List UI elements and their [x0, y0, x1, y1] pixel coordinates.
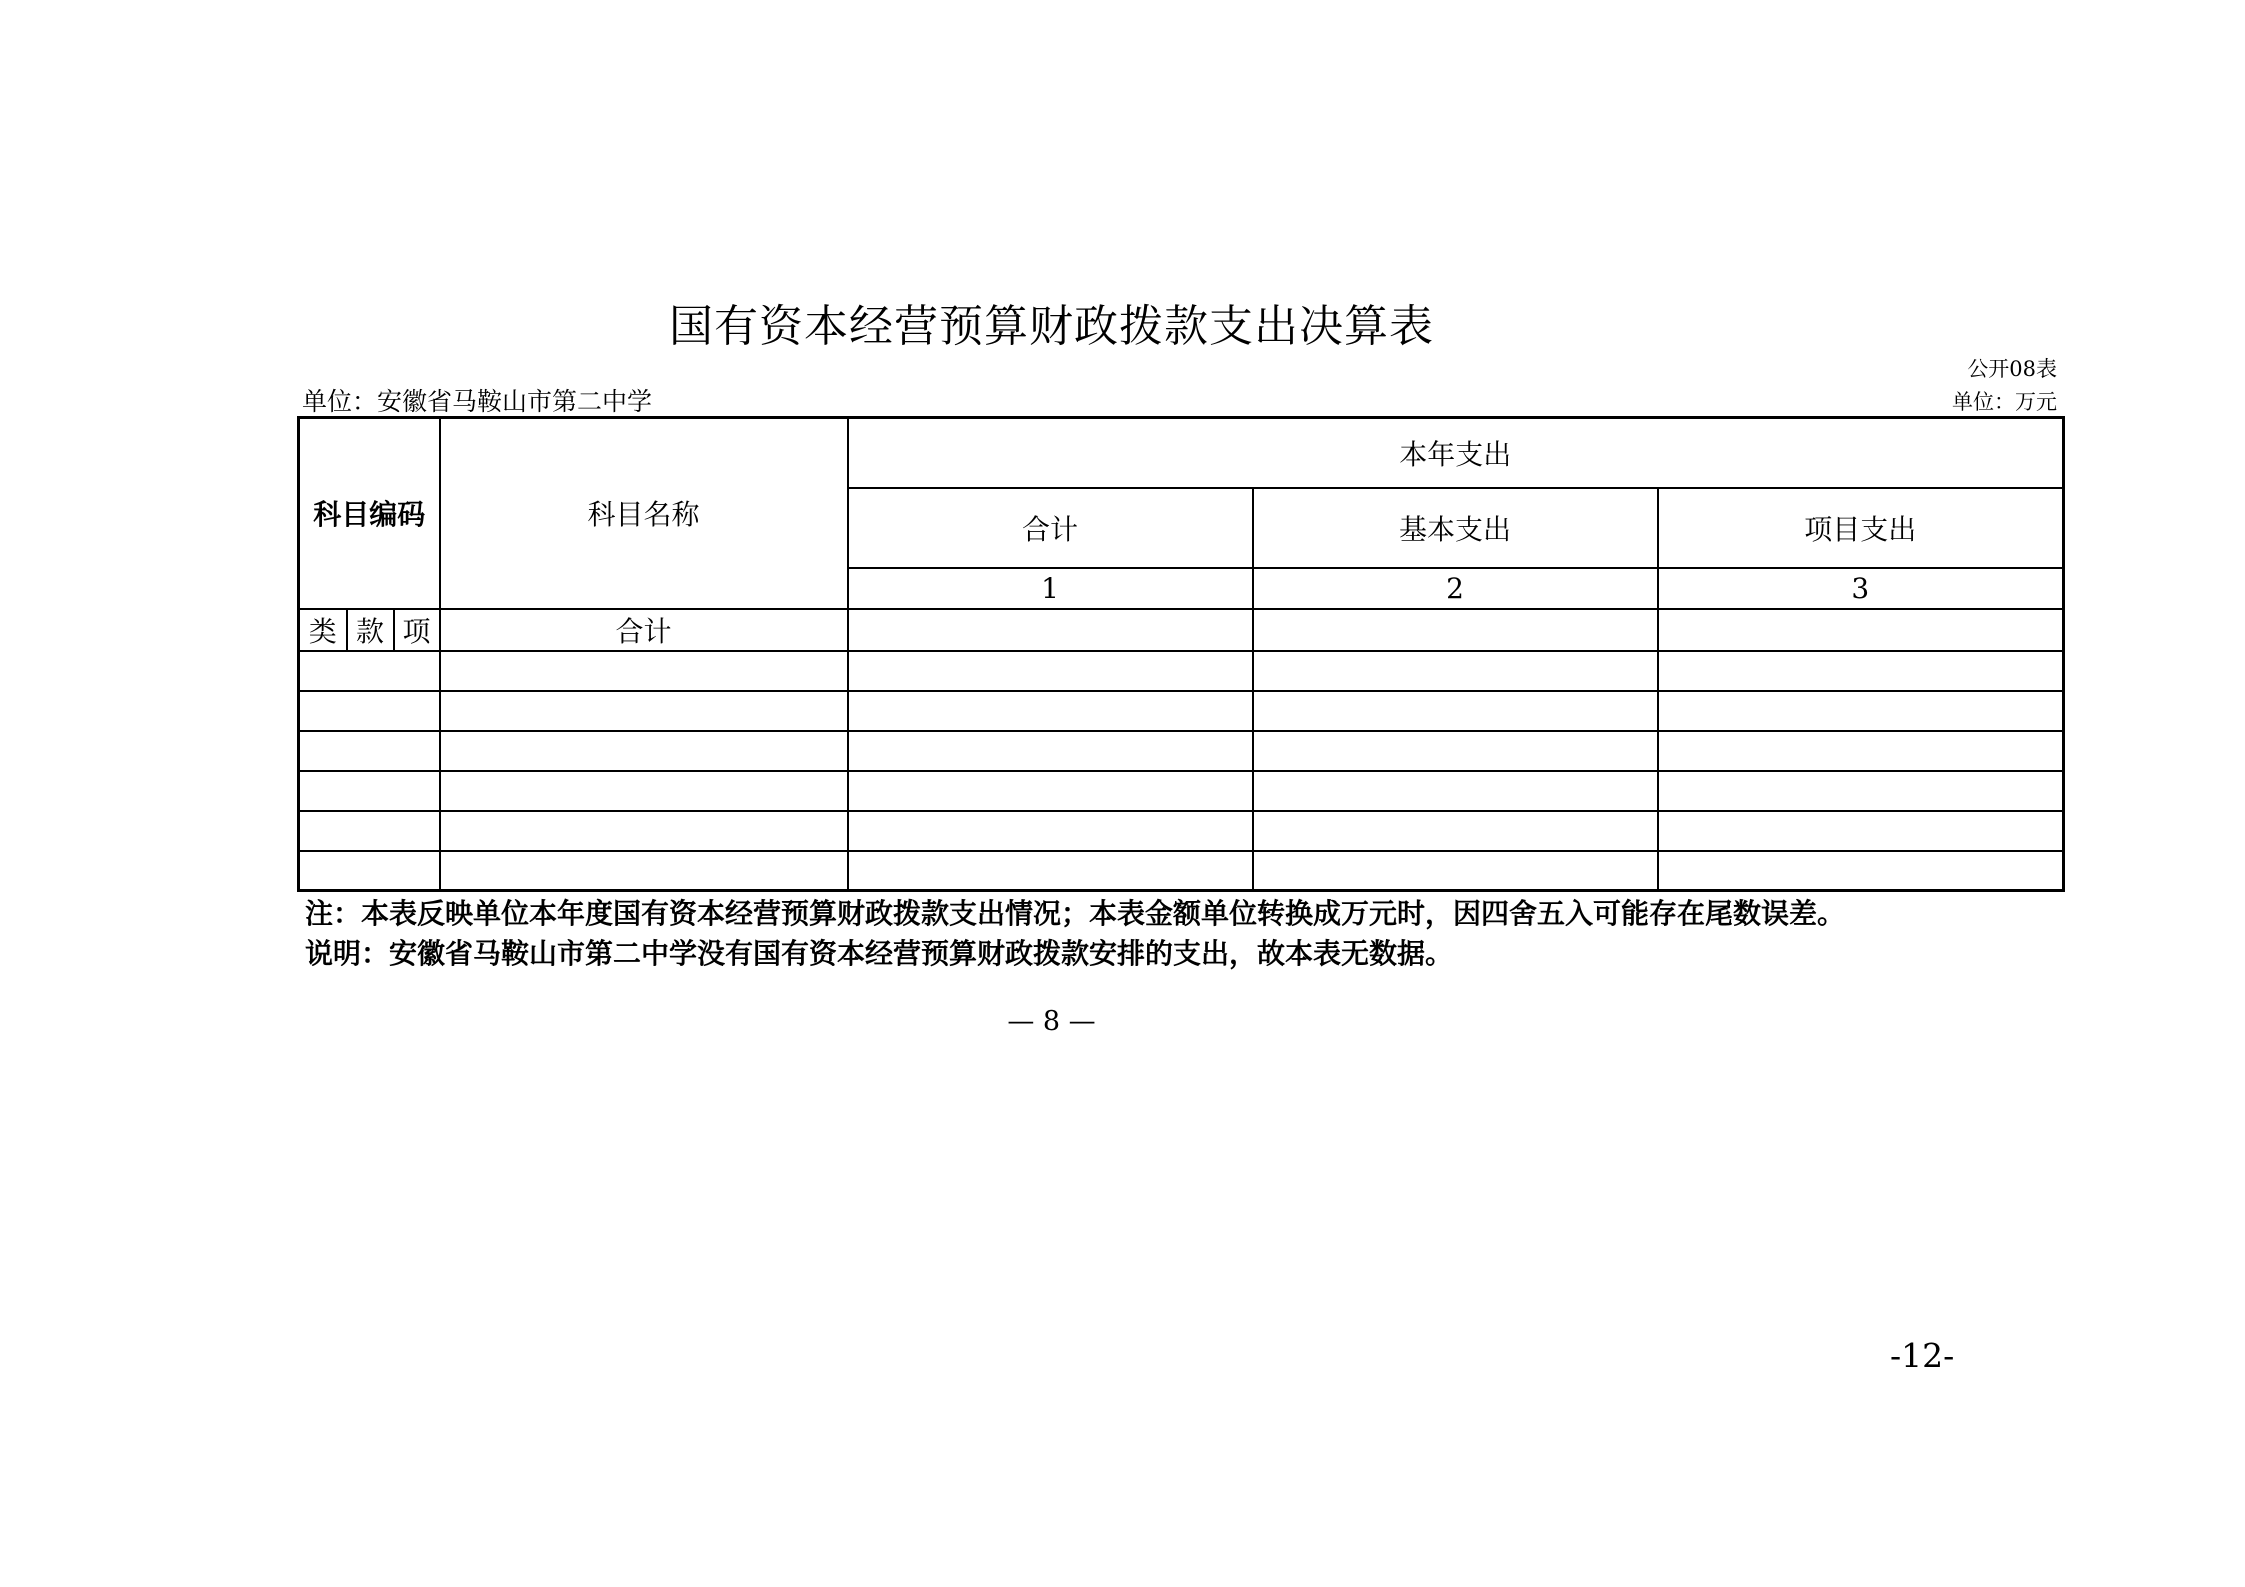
- project-expenditure-header: 项目支出: [1658, 488, 2064, 568]
- table-cell: [848, 771, 1253, 811]
- basic-expenditure-header: 基本支出: [1253, 488, 1658, 568]
- table-cell: [1253, 651, 1658, 691]
- notes-section: [305, 894, 1845, 974]
- table-cell: [299, 651, 440, 691]
- table-row: [299, 691, 2064, 731]
- currency-unit: 单位：万元: [1952, 390, 2057, 414]
- table-cell: [440, 811, 848, 851]
- expenditure-table: [297, 416, 2065, 892]
- total-row-cell: [1253, 609, 1658, 651]
- table-row: [299, 811, 2064, 851]
- table-cell: [440, 651, 848, 691]
- table-cell: [1253, 731, 1658, 771]
- table-cell: [1253, 851, 1658, 891]
- inner-page-number: — 8 —: [1007, 1006, 1096, 1037]
- section-label: 款: [347, 609, 394, 651]
- table-cell: [299, 851, 440, 891]
- total-row-cell: [1658, 609, 2064, 651]
- total-header: 合计: [848, 488, 1253, 568]
- form-code: 公开08表: [1967, 357, 2057, 381]
- table-row: [299, 651, 2064, 691]
- table-cell: [848, 731, 1253, 771]
- column-number-1: 1: [848, 568, 1253, 609]
- table-cell: [848, 651, 1253, 691]
- table-row: [299, 851, 2064, 891]
- subject-code-header: 科目编码: [299, 418, 440, 609]
- table-cell: [1658, 651, 2064, 691]
- table-cell: [1658, 771, 2064, 811]
- table-cell: [299, 811, 440, 851]
- column-number-3: 3: [1658, 568, 2064, 609]
- table-cell: [1253, 691, 1658, 731]
- total-row-cell: [848, 609, 1253, 651]
- table-cell: [1253, 771, 1658, 811]
- table-row: [299, 731, 2064, 771]
- table-cell: [299, 731, 440, 771]
- table-note: 注：本表反映单位本年度国有资本经营预算财政拨款支出情况；本表金额单位转换成万元时，因四舍五入可能存在尾数误差。: [305, 897, 1846, 930]
- table-cell: [1658, 691, 2064, 731]
- column-number-2: 2: [1253, 568, 1658, 609]
- item-label: 项: [394, 609, 440, 651]
- total-row-label: 合计: [440, 609, 848, 651]
- current-year-expenditure-header: 本年支出: [848, 418, 2064, 488]
- table-cell: [440, 771, 848, 811]
- table-cell: [299, 691, 440, 731]
- table-cell: [299, 771, 440, 811]
- reporting-unit: 单位：安徽省马鞍山市第二中学: [302, 387, 653, 416]
- table-cell: [1253, 811, 1658, 851]
- outer-page-number: -12-: [1890, 1336, 1955, 1375]
- document-title: 国有资本经营预算财政拨款支出决算表: [669, 301, 1434, 352]
- table-cell: [440, 691, 848, 731]
- table-cell: [440, 851, 848, 891]
- table-cell: [848, 811, 1253, 851]
- subject-name-header: 科目名称: [440, 418, 848, 609]
- table-cell: [848, 691, 1253, 731]
- table-cell: [1658, 731, 2064, 771]
- table-row: [299, 771, 2064, 811]
- table-cell: [848, 851, 1253, 891]
- table-cell: [1658, 851, 2064, 891]
- table-cell: [1658, 811, 2064, 851]
- category-label: 类: [299, 609, 347, 651]
- table-explanation: 说明：安徽省马鞍山市第二中学没有国有资本经营预算财政拨款安排的支出，故本表无数据。: [305, 937, 1454, 970]
- table-cell: [440, 731, 848, 771]
